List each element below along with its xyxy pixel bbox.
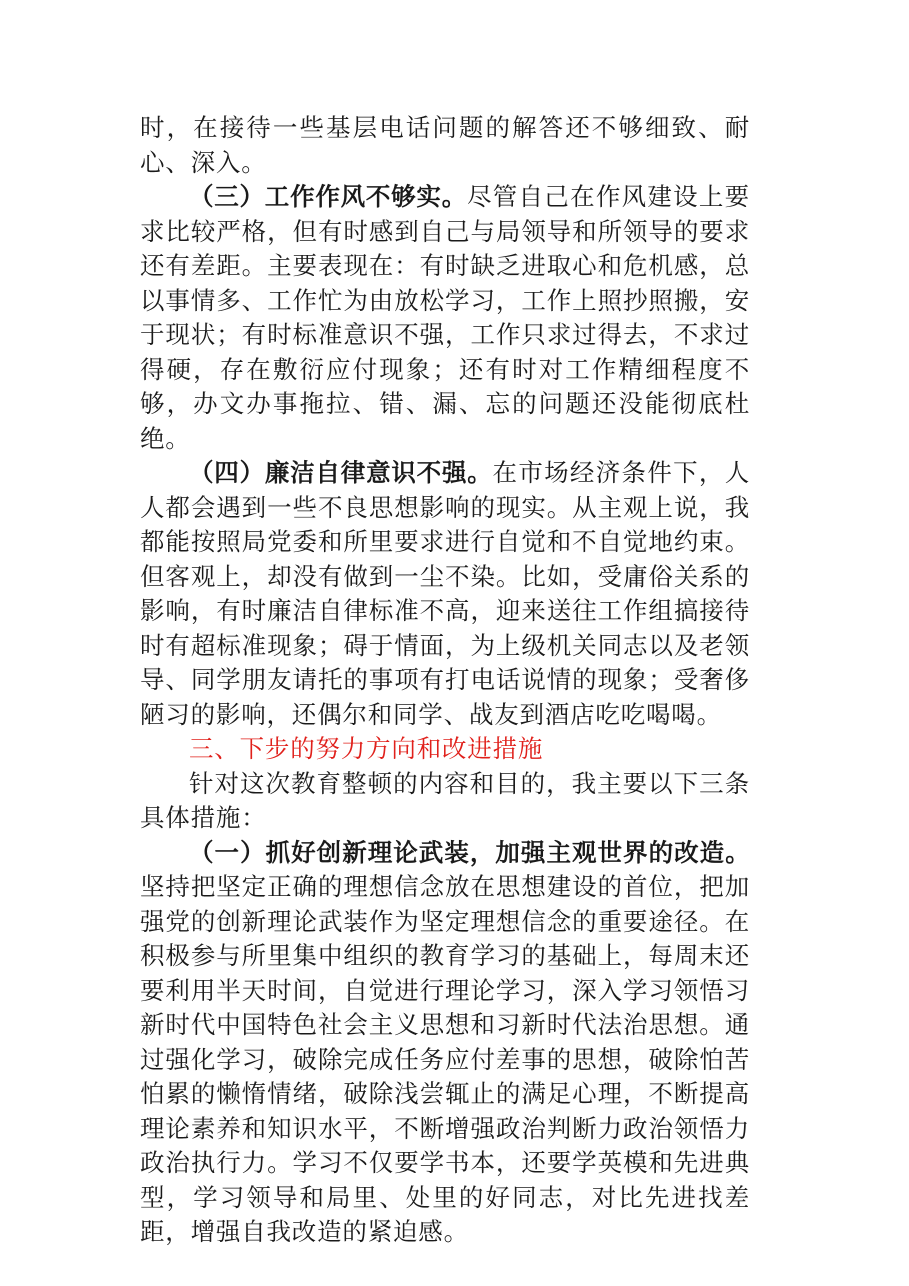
paragraph-text: 时，在接待一些基层电话问题的解答还不够细致、耐心、深入。 <box>140 113 750 177</box>
paragraph-text: 尽管自己在作风建设上要求比较严格，但有时感到自己与局领导和所领导的要求还有差距。主要表现在：有时缺乏进取心和危机感，总以事情多、工作忙为由放松学习，工作上照抄照搬，安于现状；有时标准意识不强，工作只求过得去，不求过得硬，存在敷衍应付现象；还有时对工作精细程度不够，办文办事拖拉、错、漏、忘的问题还没能彻底杜绝。 <box>140 182 750 453</box>
point-3-paragraph <box>140 180 750 456</box>
measure-1-heading: （一）抓好创新理论武装，加强主观世界的改造。 <box>189 837 750 867</box>
intro-paragraph <box>140 767 750 836</box>
section-heading-text: 三、下步的努力方向和改进措施 <box>189 734 544 763</box>
document-page <box>140 111 750 1250</box>
section-3-heading <box>140 732 750 767</box>
point-3-heading: （三）工作作风不够实。 <box>189 182 467 211</box>
measure-1-paragraph <box>140 836 750 1250</box>
paragraph-text: 坚持把坚定正确的理想信念放在思想建设的首位，把加强党的创新理论武装作为坚定理想信念的重要途径。在积极参与所里集中组织的教育学习的基础上，每周末还要利用半天时间，自觉进行理论学习，深入学习领悟习新时代中国特色社会主义思想和习新时代法治思想。通过强化学习，破除完成任务应付差事的思想，破除怕苦怕累的懒惰情绪，破除浅尝辄止的满足心理，不断提高理论素养和知识水平，不断增强政治判断力政治领悟力政治执行力。学习不仅要学书本，还要学英模和先进典型，学习领导和局里、处里的好同志，对比先进找差距，增强自我改造的紧迫感。 <box>140 872 750 1246</box>
point-4-heading: （四）廉洁自律意识不强。 <box>189 458 493 487</box>
continuation-paragraph <box>140 111 750 180</box>
point-4-paragraph <box>140 456 750 732</box>
paragraph-text: 在市场经济条件下，人人都会遇到一些不良思想影响的现实。从主观上说，我都能按照局党委和所里要求进行自觉和不自觉地约束。但客观上，却没有做到一尘不染。比如，受庸俗关系的影响，有时廉洁自律标准不高，迎来送往工作组搞接待时有超标准现象；碍于情面，为上级机关同志以及老领导、同学朋友请托的事项有打电话说情的现象；受奢侈陋习的影响，还偶尔和同学、战友到酒店吃吃喝喝。 <box>140 458 750 729</box>
paragraph-text: 针对这次教育整顿的内容和目的，我主要以下三条具体措施： <box>140 768 750 832</box>
